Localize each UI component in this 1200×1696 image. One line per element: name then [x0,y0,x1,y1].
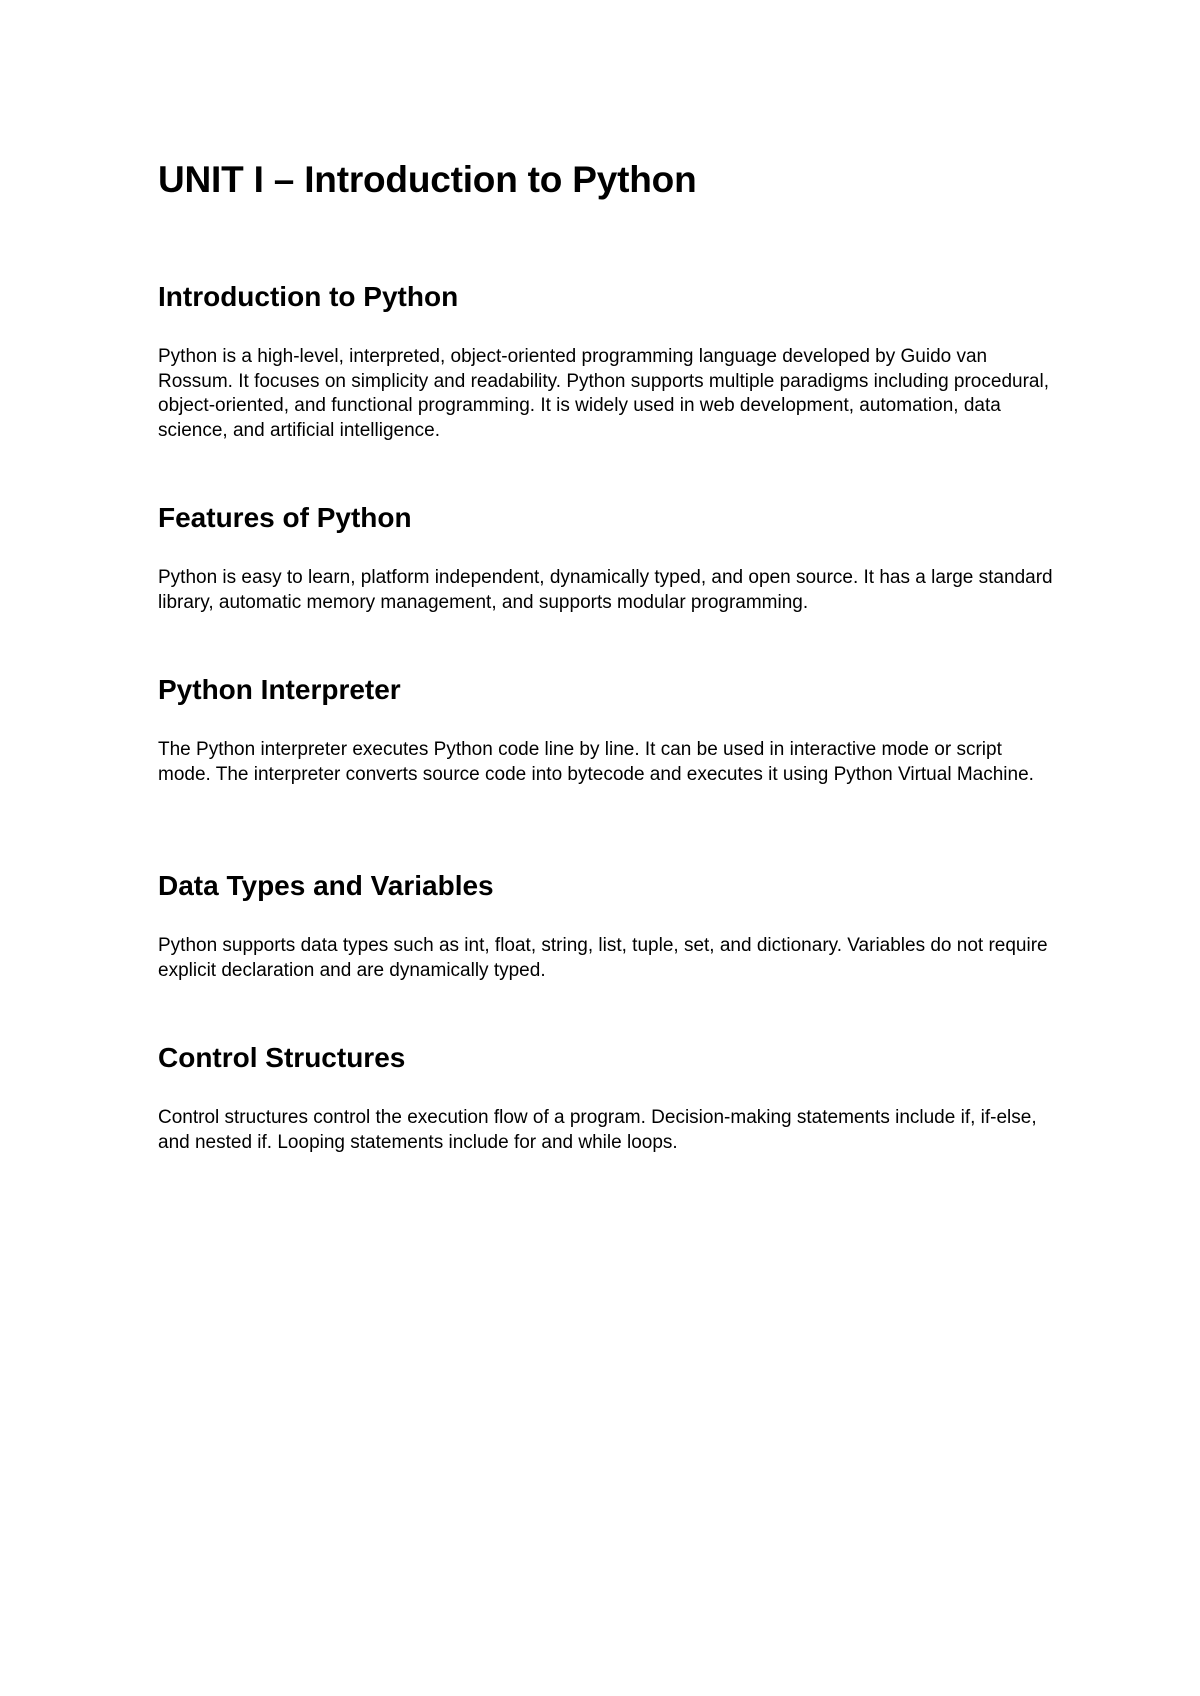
section-paragraph: Control structures control the execution flow of a program. Decision-making statements include if, if-else, and nested if. Looping statements include for and while loops. [158,1107,1037,1153]
document-page [158,0,1058,1696]
section-introduction-to-python [158,280,1058,443]
section-heading: Data Types and Variables [158,870,494,901]
section-paragraph: The Python interpreter executes Python code line by line. It can be used in interactive mode or script mode. The interpreter converts source code into bytecode and executes it using Python Virtual Machine. [158,739,1034,785]
section-control-structures [158,1041,1058,1155]
section-features-of-python [158,501,1058,615]
section-heading: Control Structures [158,1042,406,1073]
section-python-interpreter [158,673,1058,787]
section-paragraph: Python supports data types such as int, float, string, list, tuple, set, and dictionary. Variables do not require explicit declaration and are dynamically typed. [158,935,1048,981]
section-heading: Python Interpreter [158,674,401,705]
section-heading: Introduction to Python [158,281,459,312]
section-paragraph: Python is easy to learn, platform independent, dynamically typed, and open source. It has a large standard library, automatic memory management, and supports modular programming. [158,567,1053,613]
document-title: UNIT I – Introduction to Python [158,159,697,200]
section-paragraph: Python is a high-level, interpreted, object-oriented programming language developed by Guido van Rossum. It focuses on simplicity and readability. Python supports multiple paradigms including procedural, object-oriented, and functional programming. It is widely used in web development, automation, data science, and artificial intelligence. [158,346,1049,441]
section-heading: Features of Python [158,502,412,533]
section-data-types-and-variables [158,869,1058,983]
